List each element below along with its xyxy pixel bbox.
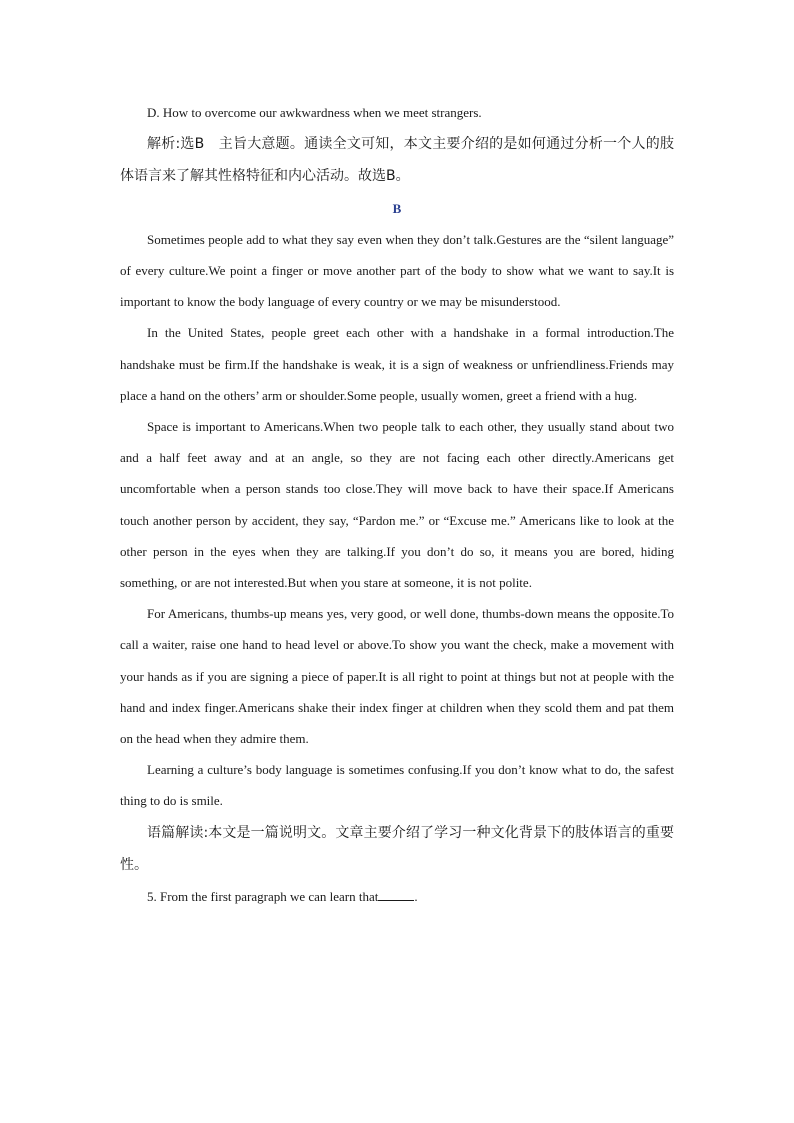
answer-blank[interactable] [378, 887, 414, 901]
question-5-text: 5. From the first paragraph we can learn that [147, 889, 379, 905]
question-5-end: . [414, 889, 418, 905]
passage-paragraph-4: For Americans, thumbs-up means yes, very good, or well done, thumbs-down means the opposite.To call a waiter, raise one hand to head level or above.To show you want the check, make a movement with your hands as if you are signing a piece of paper.It is all right to point at things but not at people with the hand and index finger.Americans shake their index finger at children when they scold them and pat them on the head when they admire them. [120, 606, 674, 747]
passage-paragraph-1: Sometimes people add to what they say even when they don’t talk.Gestures are the “silent language” of every culture.We point a finger or move another part of the body to show what we want to say.It is important to know the body language of every country or we may be misunderstood. [120, 231, 674, 310]
document-page [120, 97, 674, 912]
analysis-paragraph [120, 128, 674, 192]
reading-analysis-text: 本文是一篇说明文。文章主要介绍了学习一种文化背景下的肢体语言的重要性。 [120, 824, 675, 873]
passage-paragraph-2: In the United States, people greet each other with a handshake in a formal introduction.The handshake must be firm.If the handshake is weak, it is a sign of weakness or unfriendliness.Friends may place a hand on the others’ arm or shoulder.Some people, usually women, greet a friend with a hug. [120, 325, 674, 403]
analysis-text: 选B 主旨大意题。通读全文可知，本文主要介绍的是如何通过分析一个人的肢体语言来了解其性格特征和内心活动。故选B。 [120, 136, 674, 185]
analysis-label: 解析: [147, 136, 181, 153]
reading-analysis-label: 语篇解读: [147, 824, 209, 841]
question-5 [120, 881, 674, 912]
option-d: D. How to overcome our awkwardness when we meet strangers. [147, 105, 482, 120]
section-title: B [392, 200, 402, 216]
reading-analysis-paragraph [120, 817, 674, 881]
passage-paragraph-3: Space is important to Americans.When two people talk to each other, they usually stand about two and a half feet away and at an angle, so they are not facing each other directly.Americans get uncomfortable when a person stands too close.They will move back to have their space.If Americans touch another person by accident, they say, “Pardon me.” or “Excuse me.” Americans like to look at the other person in the eyes when they are talking.If you don’t do so, it means you are bored, hiding something, or are not interested.But when you stare at someone, it is not polite. [120, 419, 674, 591]
passage-paragraph-5: Learning a culture’s body language is sometimes confusing.If you don’t know what to do, the safest thing to do is smile. [120, 762, 674, 809]
